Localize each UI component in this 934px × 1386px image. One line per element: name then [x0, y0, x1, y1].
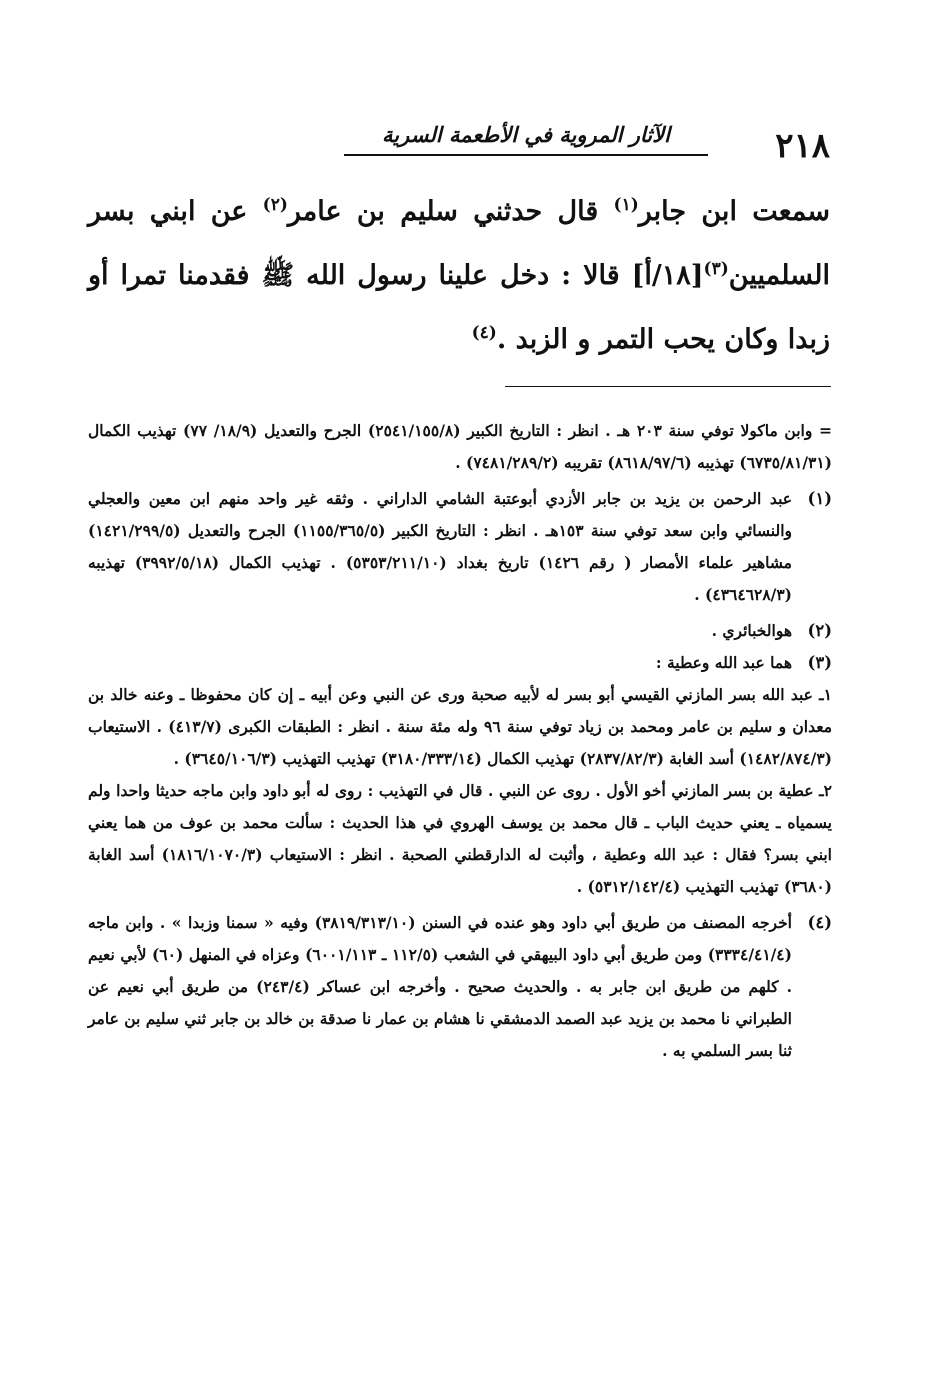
footnote-ref: (٣)	[703, 259, 729, 279]
footnote-ref: (٤)	[471, 323, 497, 343]
hadith-segment: عن ابني بسر السلميين	[88, 196, 830, 291]
page-header	[88, 108, 830, 164]
footnote-ref: (١)	[613, 195, 639, 215]
running-title: الآثار المروية في الأطعمة السرية	[350, 112, 702, 160]
footnote-body: عبد الرحمن بن يزيد بن جابر الأزدي أبوعتبة الشامي الداراني . وثقه غير واحد منهم ابن معين والعجلي والنسائي وابن سعد توفي سنة ١٥٣هـ . انظر : التاريخ الكبير (١١٥٥/٣٦٥/٥) الجرح والتعديل (١٤٢١/٢٩٩/٥) مشاهير علماء الأمصار ( رقم ١٤٢٦) تاريخ بغداد (٥٣٥٣/٢١١/١٠) . تهذيب الكمال (٣٩٩٢/٥/١٨) تهذيبه (٤٣٦٤٦٢٨/٣) .	[88, 489, 792, 604]
footnote-separator	[505, 386, 831, 387]
footnote-number: (١)	[807, 489, 832, 508]
footnote-number: (٤)	[807, 913, 832, 932]
footnote-body: أخرجه المصنف من طريق أبي داود وهو عنده في السنن (٣٨١٩/٣١٣/١٠) وفيه « سمنا وزبدا » . وابن ماجه (٣٣٣٤/٤١/٤) ومن طريق أبي داود البيهقي في الشعب (١١٢/٥ ـ ٦٠٠١/١١٣) وعزاه في المنهل (٦٠) لأبي نعيم . كلهم من طريق ابن جابر به . والحديث صحيح . وأخرجه ابن عساكر (٢٤٣/٤) من طريق أبي نعيم عن الطبراني نا محمد بن يزيد عبد الصمد الدمشقي نا هشام بن عمار نا صدقة بن خالد بن جابر ثني سليم بن عامر ثنا بسر السلمي به .	[88, 913, 792, 1060]
hadith-text	[88, 180, 830, 372]
hadith-segment: سمعت ابن جابر	[638, 196, 830, 227]
footnote-body: هوالخبائري .	[711, 621, 792, 640]
footnote-body: هما عبد الله وعطية :	[655, 653, 792, 672]
footnote-4	[88, 907, 832, 1067]
hadith-segment: قال حدثني سليم بن عامر	[287, 196, 614, 227]
footnote-number: (٢)	[807, 621, 832, 640]
footnote-continuation: = وابن ماكولا توفي سنة ٢٠٣ هـ . انظر : التاريخ الكبير (٢٥٤١/١٥٥/٨) الجرح والتعديل (١٨/٩/ ٧٧) تهذيب الكمال (٦٧٣٥/٨١/٣١) تهذيبه (٨٦١٨/٩٧/٦) تقريبه (٧٤٨١/٢٨٩/٢) .	[88, 421, 833, 472]
footnote-3	[88, 647, 832, 679]
hadith-segment: [١٨/أ] قالا : دخل علينا رسول الله ﷺ فقدمنا تمرا أو زبدا وكان يحب التمر و الزبد .	[88, 260, 830, 355]
footnote-1	[88, 483, 832, 611]
footnote-2	[88, 615, 832, 647]
page-number: ٢١٨	[775, 126, 830, 166]
footnotes	[88, 415, 832, 1067]
footnote-ref: (٢)	[262, 195, 288, 215]
footnote-3-item-2: ٢ـ عطية بن بسر المازني أخو الأول . روى عن النبي . قال في التهذيب : روى له أبو داود وابن ماجه حديثا واحدا ولم يسمياه ـ يعني حديث الباب ـ قال محمد بن يوسف الهروي في هذا الحديث : سألت محمد بن عوف من هما يعني ابني بسر؟ فقال : عبد الله وعطية ، وأثبت له الدارقطني الصحبة . انظر : الاستيعاب (١٨١٦/١٠٧٠/٣) أسد الغابة (٣٦٨٠) تهذيب التهذيب (٥٣١٢/١٤٢/٤) .	[88, 781, 832, 896]
footnote-number: (٣)	[807, 653, 832, 672]
footnote-3-item-1: ١ـ عبد الله بسر المازني القيسي أبو بسر له لأبيه صحبة ورى عن النبي وعن أبيه ـ إن كان محفوظا ـ وعنه خالد بن معدان و سليم بن عامر ومحمد بن زياد توفي سنة ٩٦ وله مئة سنة . انظر : الطبقات الكبرى (٤١٣/٧) . الاستيعاب (١٤٨٢/٨٧٤/٣) أسد الغابة (٢٨٣٧/٨٢/٣) تهذيب الكمال (٣١٨٠/٣٣٣/١٤) تهذيب التهذيب (٣٦٤٥/١٠٦/٣) .	[88, 685, 832, 768]
